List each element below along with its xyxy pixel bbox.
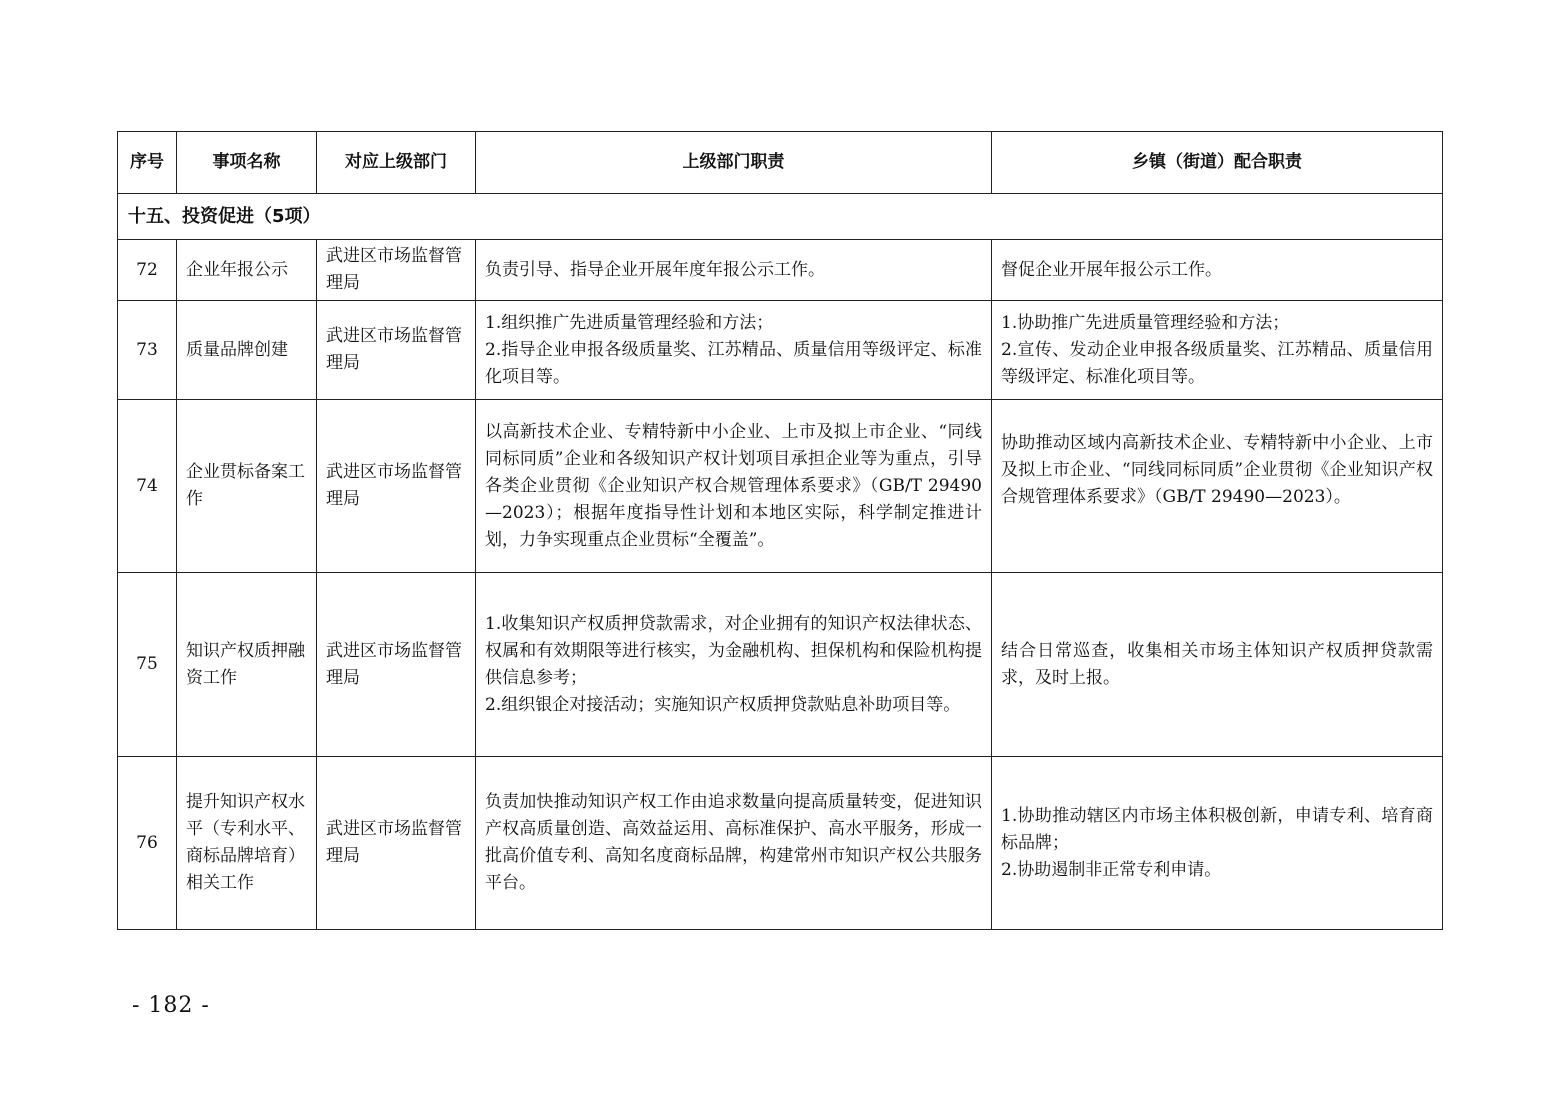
duty-table	[117, 131, 1443, 930]
row-town-duty: 协助推动区域内高新技术企业、专精特新中小企业、上市及拟上市企业、“同线同标同质”企业贯彻《企业知识产权合规管理体系要求》（GB/T 29490—2023）。	[992, 400, 1443, 573]
row-town-duty: 督促企业开展年报公示工作。	[992, 240, 1443, 301]
row-upper-duty: 1.组织推广先进质量管理经验和方法； 2.指导企业申报各级质量奖、江苏精品、质量信用等级评定、标准化项目等。	[476, 301, 992, 400]
row-town-duty: 结合日常巡查，收集相关市场主体知识产权质押贷款需求，及时上报。	[992, 573, 1443, 757]
header-item-name: 事项名称	[177, 132, 317, 194]
row-index: 76	[118, 757, 177, 930]
header-index: 序号	[118, 132, 177, 194]
row-item-name: 质量品牌创建	[177, 301, 317, 400]
row-dept: 武进区市场监督管理局	[317, 240, 476, 301]
header-upper-dept: 对应上级部门	[317, 132, 476, 194]
row-index: 72	[118, 240, 177, 301]
row-upper-duty: 负责加快推动知识产权工作由追求数量向提高质量转变，促进知识产权高质量创造、高效益运用、高标准保护、高水平服务，形成一批高价值专利、高知名度商标品牌，构建常州市知识产权公共服务平台。	[476, 757, 992, 930]
row-upper-duty: 1.收集知识产权质押贷款需求，对企业拥有的知识产权法律状态、权属和有效期限等进行核实，为金融机构、担保机构和保险机构提供信息参考； 2.组织银企对接活动；实施知识产权质押贷款贴息补助项目等。	[476, 573, 992, 757]
row-dept: 武进区市场监督管理局	[317, 573, 476, 757]
section-row	[118, 194, 1443, 240]
row-item-name: 提升知识产权水平（专利水平、商标品牌培育）相关工作	[177, 757, 317, 930]
row-dept: 武进区市场监督管理局	[317, 301, 476, 400]
table-row	[118, 301, 1443, 400]
row-item-name: 知识产权质押融资工作	[177, 573, 317, 757]
row-item-name: 企业贯标备案工作	[177, 400, 317, 573]
row-index: 74	[118, 400, 177, 573]
row-item-name: 企业年报公示	[177, 240, 317, 301]
header-town-duty: 乡镇（街道）配合职责	[992, 132, 1443, 194]
row-index: 75	[118, 573, 177, 757]
table-row	[118, 757, 1443, 930]
table-row	[118, 400, 1443, 573]
header-upper-duty: 上级部门职责	[476, 132, 992, 194]
row-dept: 武进区市场监督管理局	[317, 400, 476, 573]
table-header-row	[118, 132, 1443, 194]
row-town-duty: 1.协助推广先进质量管理经验和方法； 2.宣传、发动企业申报各级质量奖、江苏精品、质量信用等级评定、标准化项目等。	[992, 301, 1443, 400]
row-dept: 武进区市场监督管理局	[317, 757, 476, 930]
table-row	[118, 240, 1443, 301]
row-upper-duty: 以高新技术企业、专精特新中小企业、上市及拟上市企业、“同线同标同质”企业和各级知识产权计划项目承担企业等为重点，引导各类企业贯彻《企业知识产权合规管理体系要求》（GB/T 29490—2023）；根据年度指导性计划和本地区实际，科学制定推进计划，力争实现重点企业贯标“全覆盖”。	[476, 400, 992, 573]
section-title: 十五、投资促进（5项）	[118, 194, 1443, 240]
row-index: 73	[118, 301, 177, 400]
row-upper-duty: 负责引导、指导企业开展年度年报公示工作。	[476, 240, 992, 301]
table-row	[118, 573, 1443, 757]
page-number: - 182 -	[132, 993, 210, 1018]
row-town-duty: 1.协助推动辖区内市场主体积极创新，申请专利、培育商标品牌； 2.协助遏制非正常专利申请。	[992, 757, 1443, 930]
